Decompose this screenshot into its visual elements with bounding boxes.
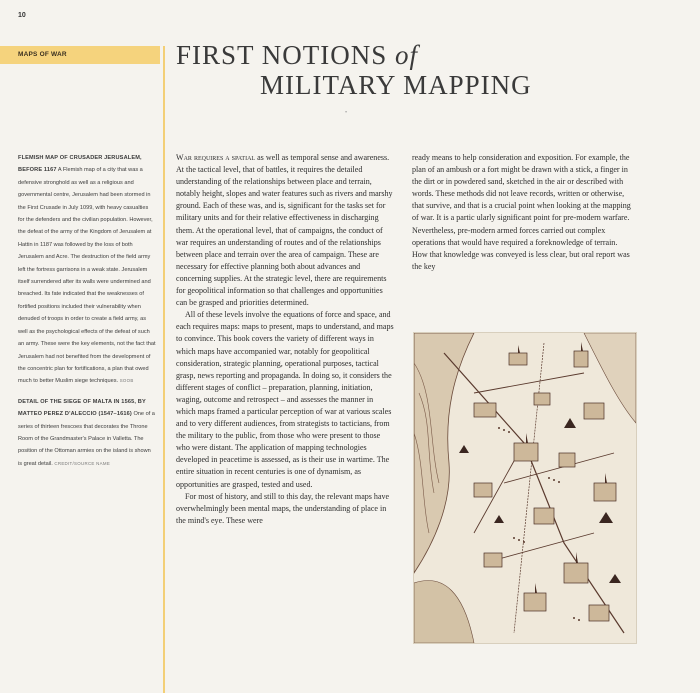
column-1-paragraph-3: For most of history, and still to this day, the relevant maps have overwhelmingly been mental maps, the understanding of place in the mind's eye. These were (176, 491, 390, 525)
caption-2-text: One of a series of thirteen frescoes that decorates the Throne Room of the Grandmaster's Palace in Valletta. The position of the Ottoman armies on the island is shown is great detail. (18, 411, 155, 467)
caption-2-credit: CREDIT/SOURCE NAME (54, 460, 111, 466)
body-column-2 (412, 152, 634, 273)
title-line-2: MILITARY MAPPING (260, 70, 532, 100)
ornament-dot: • (345, 110, 348, 116)
column-2-paragraph-1: ready means to help consideration and exposition. For example, the plan of an ambush or a fort might be drawn with a stick, a finger in the dirt or in powdered sand, sketched in the air or described with words. These methods did not leave records, written or otherwise, that survive, and that is a crucial point when looking at the mapping of war. It is a partic ularly significant point for pre-modern warfare. Nevertheless, pre-modern armed forces carried out complex operations that would have required a foreknowledge of terrain. How that knowledge was conveyed is less clear, but oral report was the key (412, 153, 631, 271)
page-title (176, 40, 636, 100)
vertical-rule (163, 46, 165, 693)
column-1-paragraph-1 (176, 152, 394, 309)
title-line-1-text: FIRST NOTIONS (176, 40, 396, 70)
sidebar-captions (18, 152, 156, 478)
caption-1-credit: SOOB (119, 378, 134, 384)
section-tag (0, 46, 160, 64)
column-1-paragraph-2: All of these levels involve the equations of force and space, and each requires maps: maps to present, maps to understand, and maps to convince. This book covers the variety of different ways in which maps have accompanied war, notably for geopolitical consideration, strategic planning, operational purposes, tactical grasp, news reporting and propaganda. In doing so, it considers the different stages of conflict – preparation, planning, initiation, waging, outcome and retrospect – and assesses the manner in which maps framed a particular perception of war at various scales and to very different audiences, from strategists to tacticians, from the military to the public, from those who were present to those who were distant. The application of mapping technologies developed in peacetime is assessed, as is their use in wartime. The entire situation in recent centuries is one of dynamism, as opportunities are grasped, tested and used. (176, 310, 394, 489)
caption-1 (18, 152, 156, 388)
lead-in: War requires a spatial (176, 153, 256, 162)
page-number: 10 (18, 12, 26, 19)
caption-2 (18, 396, 156, 470)
caption-1-heading: FLEMISH MAP OF CRUSADER JERUSALEM, BEFORE 1167 (18, 155, 142, 174)
body-column-1 (176, 152, 394, 527)
title-line-1 (176, 40, 636, 70)
siege-of-malta-map-image (413, 332, 637, 644)
column-1-paragraph-1-text: as well as temporal sense and awareness. At the tactical level, that of battles, it requires the detailed understanding of the relationships between place and terrain, notably height, slopes and water features such as rivers and marshy ground. Each of these was, and is, significant for the tasks set for military units and for their relative effectiveness in discharging them. At the operational level, that of campaigns, the conduct of war requires an understanding of routes and of the relationships between place and terrain over the area of campaign. These are necessary for effective planning both about advances and concerning supplies. At the strategic level, there are requirements for geopolitical information so that challenges and opportunities can be grasped and priorities determined. (176, 153, 393, 308)
title-line-1-italic: of (395, 40, 419, 70)
caption-1-text: A Flemish map of a city that was a defensive stronghold as well as a religious and governmental centre, Jerusalem had been stormed in the First Crusade in July 1099, with heavy casualties for the defenders and the civilian population. However, the defeat of the army of the Kingdom of Jerusalem at Hattin in 1187 was followed by the loss of both Jerusalem and Acre. The destruction of the field army left the fortress garrisons in a weak state. Jerusalem itself surrendered after its walls were undermined and breached. Its fate indicated that the weaknesses of fortified positions included their vulnerability when denuded of troops in order to create a field army, as well as the psychological effects of the defeat of such an army. These were the key elements, not the fact that Jerusalem had not benefited from the development of the concentric plan for fortifications, a plan that owed much to better Muslim siege techniques. (18, 167, 156, 385)
caption-2-heading: DETAIL OF THE SIEGE OF MALTA IN 1565, BY MATTEO PEREZ D'ALECCIO (1547–1616) (18, 398, 146, 418)
section-tag-label: MAPS OF WAR (18, 51, 67, 58)
map-illustration (414, 333, 636, 643)
